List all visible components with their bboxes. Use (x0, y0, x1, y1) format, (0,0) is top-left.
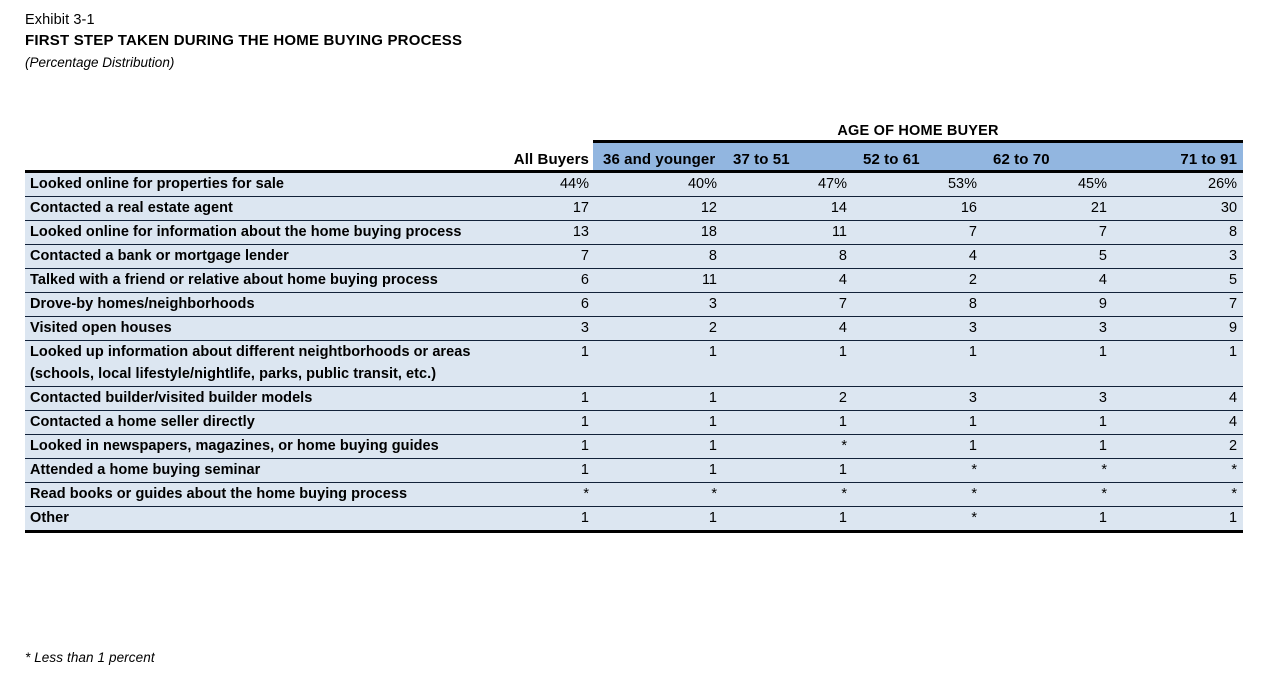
cell-a52: 3 (853, 317, 983, 341)
cell-a71: 7 (1113, 293, 1243, 317)
row-label: Contacted a real estate agent (25, 197, 493, 221)
cell-a62: 3 (983, 387, 1113, 411)
cell-a71: 4 (1113, 411, 1243, 435)
group-header-row (25, 117, 1243, 142)
table-row (25, 387, 1243, 411)
table-row (25, 435, 1243, 459)
cell-all: 7 (493, 245, 593, 269)
cell-a52: * (853, 483, 983, 507)
cell-a52: 1 (853, 411, 983, 435)
cell-a36: 1 (593, 411, 723, 435)
exhibit-subtitle: (Percentage Distribution) (25, 55, 175, 70)
table-row (25, 317, 1243, 341)
cell-a36: 2 (593, 317, 723, 341)
cell-a37: 1 (723, 411, 853, 435)
cell-a71: 26% (1113, 172, 1243, 197)
row-label: Looked up information about different neightborhoods or areas (schools, local lifestyle/nightlife, parks, public transit, etc.) (25, 341, 493, 387)
cell-a36: 1 (593, 387, 723, 411)
cell-a71: * (1113, 459, 1243, 483)
cell-all: 1 (493, 341, 593, 387)
cell-a52: 16 (853, 197, 983, 221)
row-label: Drove-by homes/neighborhoods (25, 293, 493, 317)
cell-a52: 4 (853, 245, 983, 269)
row-label: Contacted a home seller directly (25, 411, 493, 435)
cell-all: * (493, 483, 593, 507)
cell-a52: 7 (853, 221, 983, 245)
cell-a71: 4 (1113, 387, 1243, 411)
cell-a37: 1 (723, 459, 853, 483)
cell-a36: 18 (593, 221, 723, 245)
row-label: Attended a home buying seminar (25, 459, 493, 483)
group-header-age-of-home-buyer: AGE OF HOME BUYER (593, 117, 1243, 142)
row-label: Visited open houses (25, 317, 493, 341)
cell-a36: 8 (593, 245, 723, 269)
cell-a62: * (983, 483, 1113, 507)
cell-a52: * (853, 459, 983, 483)
cell-a37: 7 (723, 293, 853, 317)
table-row (25, 507, 1243, 532)
cell-a52: 2 (853, 269, 983, 293)
cell-a36: * (593, 483, 723, 507)
cell-all: 1 (493, 459, 593, 483)
cell-all: 13 (493, 221, 593, 245)
cell-a71: 8 (1113, 221, 1243, 245)
column-header-all-buyers: All Buyers (493, 142, 593, 172)
table-row (25, 341, 1243, 387)
cell-a71: 2 (1113, 435, 1243, 459)
group-header-spacer-label (25, 117, 493, 142)
cell-a62: * (983, 459, 1113, 483)
cell-a37: 47% (723, 172, 853, 197)
exhibit-id: Exhibit 3-1 (25, 12, 95, 28)
cell-a37: 11 (723, 221, 853, 245)
row-label: Looked online for information about the home buying process (25, 221, 493, 245)
first-step-table (25, 117, 1243, 533)
table-row (25, 269, 1243, 293)
table-row (25, 172, 1243, 197)
row-label: Talked with a friend or relative about home buying process (25, 269, 493, 293)
cell-all: 3 (493, 317, 593, 341)
cell-a37: 8 (723, 245, 853, 269)
column-header-label (25, 142, 493, 172)
row-label: Looked in newspapers, magazines, or home buying guides (25, 435, 493, 459)
page-title: FIRST STEP TAKEN DURING THE HOME BUYING PROCESS (25, 32, 463, 49)
row-label: Other (25, 507, 493, 532)
cell-a62: 45% (983, 172, 1113, 197)
table-row (25, 197, 1243, 221)
table-row (25, 459, 1243, 483)
cell-all: 1 (493, 387, 593, 411)
column-header-37-to-51: 37 to 51 (723, 142, 853, 172)
cell-a37: 4 (723, 317, 853, 341)
cell-a62: 1 (983, 341, 1113, 387)
cell-a36: 1 (593, 341, 723, 387)
cell-a37: 1 (723, 341, 853, 387)
cell-a37: 1 (723, 507, 853, 532)
cell-all: 6 (493, 269, 593, 293)
cell-a36: 3 (593, 293, 723, 317)
table-header (25, 117, 1243, 172)
column-header-71-to-91: 71 to 91 (1113, 142, 1243, 172)
cell-a62: 4 (983, 269, 1113, 293)
cell-a37: * (723, 483, 853, 507)
cell-a71: 5 (1113, 269, 1243, 293)
table-row (25, 245, 1243, 269)
cell-a37: 2 (723, 387, 853, 411)
cell-a71: * (1113, 483, 1243, 507)
cell-a36: 12 (593, 197, 723, 221)
row-label: Read books or guides about the home buying process (25, 483, 493, 507)
column-header-row (25, 142, 1243, 172)
cell-all: 6 (493, 293, 593, 317)
cell-a71: 9 (1113, 317, 1243, 341)
cell-a71: 3 (1113, 245, 1243, 269)
cell-a62: 21 (983, 197, 1113, 221)
cell-a62: 1 (983, 411, 1113, 435)
cell-a62: 5 (983, 245, 1113, 269)
cell-a52: 8 (853, 293, 983, 317)
table-body (25, 172, 1243, 532)
cell-a37: 4 (723, 269, 853, 293)
footnote: * Less than 1 percent (25, 650, 155, 665)
row-label: Looked online for properties for sale (25, 172, 493, 197)
cell-a36: 1 (593, 459, 723, 483)
cell-a36: 1 (593, 507, 723, 532)
column-header-52-to-61: 52 to 61 (853, 142, 983, 172)
table-row (25, 221, 1243, 245)
cell-all: 1 (493, 507, 593, 532)
cell-a71: 1 (1113, 507, 1243, 532)
cell-a62: 1 (983, 507, 1113, 532)
cell-a71: 1 (1113, 341, 1243, 387)
cell-all: 1 (493, 411, 593, 435)
cell-a62: 3 (983, 317, 1113, 341)
cell-a62: 1 (983, 435, 1113, 459)
cell-a36: 1 (593, 435, 723, 459)
cell-a52: 1 (853, 435, 983, 459)
group-header-spacer-allbuyers (493, 117, 593, 142)
column-header-62-to-70: 62 to 70 (983, 142, 1113, 172)
row-label: Contacted a bank or mortgage lender (25, 245, 493, 269)
cell-all: 17 (493, 197, 593, 221)
row-label: Contacted builder/visited builder models (25, 387, 493, 411)
cell-all: 1 (493, 435, 593, 459)
cell-a71: 30 (1113, 197, 1243, 221)
exhibit-table-container (25, 117, 1243, 533)
cell-a52: * (853, 507, 983, 532)
cell-a37: * (723, 435, 853, 459)
table-row (25, 411, 1243, 435)
cell-a62: 7 (983, 221, 1113, 245)
column-header-36-and-younger: 36 and younger (593, 142, 723, 172)
cell-a36: 40% (593, 172, 723, 197)
cell-a52: 3 (853, 387, 983, 411)
cell-a52: 1 (853, 341, 983, 387)
cell-a62: 9 (983, 293, 1113, 317)
exhibit-heading (25, 10, 1025, 73)
cell-a52: 53% (853, 172, 983, 197)
cell-all: 44% (493, 172, 593, 197)
table-row (25, 293, 1243, 317)
cell-a37: 14 (723, 197, 853, 221)
table-row (25, 483, 1243, 507)
cell-a36: 11 (593, 269, 723, 293)
